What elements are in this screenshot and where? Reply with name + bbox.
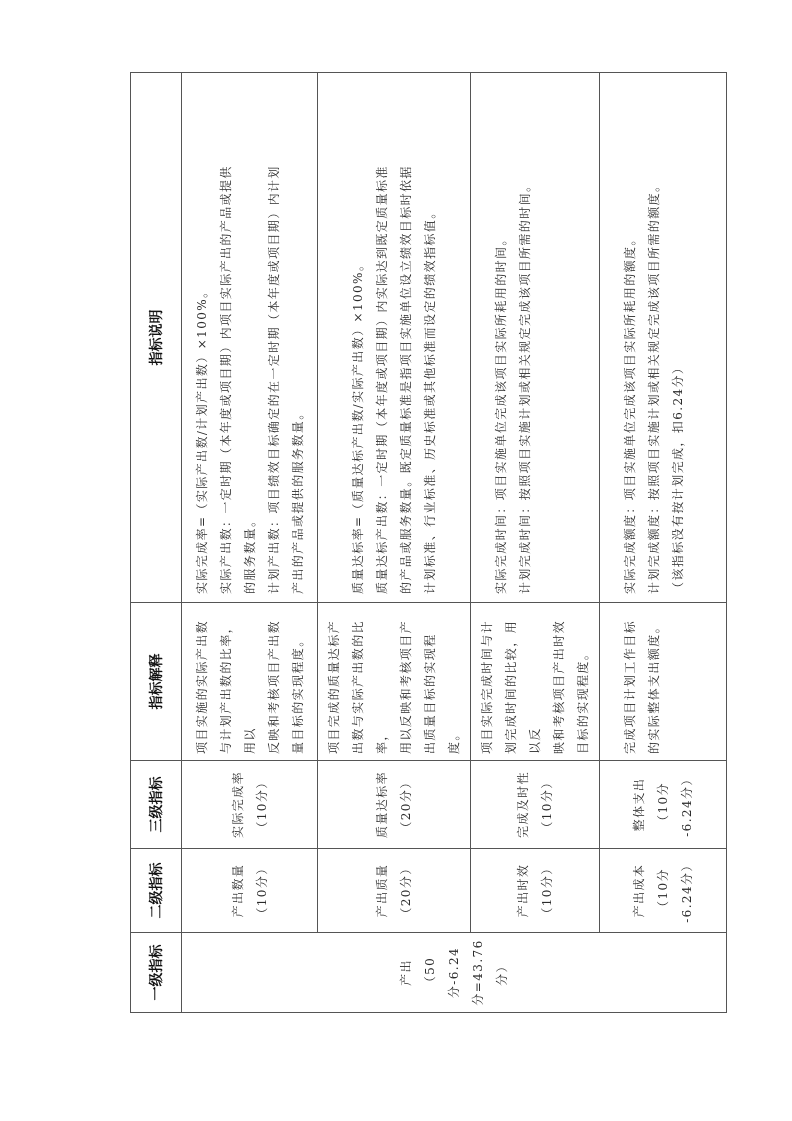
description-line: 计划完成额度：按照项目实施计划或相关规定完成该项目所需的额度。 <box>647 178 661 594</box>
description-line: 计划产出数：项目绩效目标确定的在一定时期（本年度或项目期）内计划 <box>266 165 281 594</box>
interpretation-line: 出质量目标的实现程度。 <box>423 633 461 754</box>
description-line: 质量达标率=（质量达标产出数/实际产出数）×100%。 <box>351 257 365 594</box>
level2-name: 产出成本 <box>632 863 646 918</box>
table-row <box>182 73 318 1013</box>
interpretation-line: 目标的实现程度。 <box>576 646 590 754</box>
level2-cell <box>471 849 600 933</box>
description-line: 计划完成时间：按照项目实施计划或相关规定完成该项目所需的时间。 <box>518 178 532 594</box>
level2-score-line1: （10分 <box>656 868 670 913</box>
level3-name: 整体支出 <box>632 777 646 832</box>
description-line: 实际产出数：一定时期（本年度或项目期）内项目实际产出的产品或提供 <box>218 165 233 594</box>
performance-indicator-table <box>130 72 727 1013</box>
description-line: （该指标没有按计划完成，扣6.24分） <box>671 360 685 594</box>
level2-name: 产出数量 <box>230 863 245 918</box>
header-row <box>131 73 182 1013</box>
header-level3: 三级指标 <box>131 761 182 849</box>
level3-cell <box>471 761 600 849</box>
interpretation-line: 与计划产出数的比率，用以 <box>218 619 257 754</box>
interpretation-cell <box>182 603 318 761</box>
table-row <box>471 73 600 1013</box>
header-level2: 二级指标 <box>131 849 182 933</box>
level3-score: （10分） <box>540 775 554 834</box>
level1-name: 产出 <box>399 959 413 986</box>
description-cell <box>600 73 727 603</box>
level2-score: （10分） <box>540 861 554 920</box>
level3-cell <box>182 761 318 849</box>
level3-name: 完成及时性 <box>516 771 530 839</box>
level3-score-line2: -6.24分） <box>680 772 694 837</box>
interpretation-line: 划完成时间的比较，用以反 <box>504 619 542 754</box>
description-cell <box>182 73 318 603</box>
interpretation-cell <box>600 603 727 761</box>
interpretation-line: 出数与实际产出数的比率， <box>351 619 389 754</box>
header-level1: 一级指标 <box>131 933 182 1013</box>
header-description: 指标说明 <box>131 73 182 603</box>
description-line: 计划标准、行业标准、历史标准或其他标准而设定的绩效指标值。 <box>423 205 437 594</box>
level3-name: 质量达标率 <box>375 771 389 839</box>
level2-cell <box>182 849 318 933</box>
description-cell <box>471 73 600 603</box>
interpretation-line: 项目实际完成时间与计 <box>480 619 494 754</box>
interpretation-line: 完成项目计划工作目标 <box>623 619 637 754</box>
level1-score-line2: 分=43.76分） <box>471 939 509 1006</box>
level3-cell <box>318 761 471 849</box>
header-interpretation: 指标解释 <box>131 603 182 761</box>
interpretation-line: 的实际整体支出额度。 <box>647 619 661 754</box>
description-line: 实际完成时间：项目实施单位完成该项目实际所耗用的时间。 <box>494 232 508 594</box>
level1-score-line1: （50 分-6.24 <box>423 946 461 999</box>
description-line: 实际完成率=（实际产出数/计划产出数）×100%。 <box>194 284 209 594</box>
level2-score-line2: -6.24分） <box>680 858 694 923</box>
level1-cell <box>182 933 727 1013</box>
interpretation-line: 项目实施的实际产出数 <box>194 619 209 754</box>
level2-score: （10分） <box>254 861 269 920</box>
rotated-table-container <box>130 73 694 1013</box>
description-line: 质量达标产出数：一定时期（本年度或项目期）内实际达到既定质量标准 <box>375 165 389 594</box>
interpretation-line: 量目标的实现程度。 <box>290 633 305 754</box>
interpretation-line: 映和考核项目产出时效 <box>552 619 566 754</box>
table-row <box>318 73 471 1013</box>
level3-cell <box>600 761 727 849</box>
description-line: 的服务数量。 <box>242 513 257 594</box>
level2-score: （20分） <box>399 861 413 920</box>
table-row <box>600 73 727 1013</box>
interpretation-line: 项目完成的质量达标产 <box>327 619 341 754</box>
level3-score-line1: （10分 <box>656 782 670 827</box>
level2-cell <box>600 849 727 933</box>
interpretation-line: 用以反映和考核项目产 <box>399 619 413 754</box>
description-line: 实际完成额度：项目实施单位完成该项目实际所耗用的额度。 <box>623 232 637 594</box>
interpretation-line: 反映和考核项目产出数 <box>266 619 281 754</box>
level2-name: 产出质量 <box>375 863 389 918</box>
level2-cell <box>318 849 471 933</box>
level3-score: （20分） <box>399 775 413 834</box>
description-cell <box>318 73 471 603</box>
level3-score: （10分） <box>254 775 269 834</box>
interpretation-cell <box>318 603 471 761</box>
description-line: 产出的产品或提供的服务数量。 <box>290 406 305 594</box>
interpretation-cell <box>471 603 600 761</box>
level2-name: 产出时效 <box>516 863 530 918</box>
level3-name: 实际完成率 <box>230 771 245 839</box>
description-line: 的产品或服务数量。既定质量标准是指项目实施单位设立绩效目标时依据 <box>399 165 413 594</box>
